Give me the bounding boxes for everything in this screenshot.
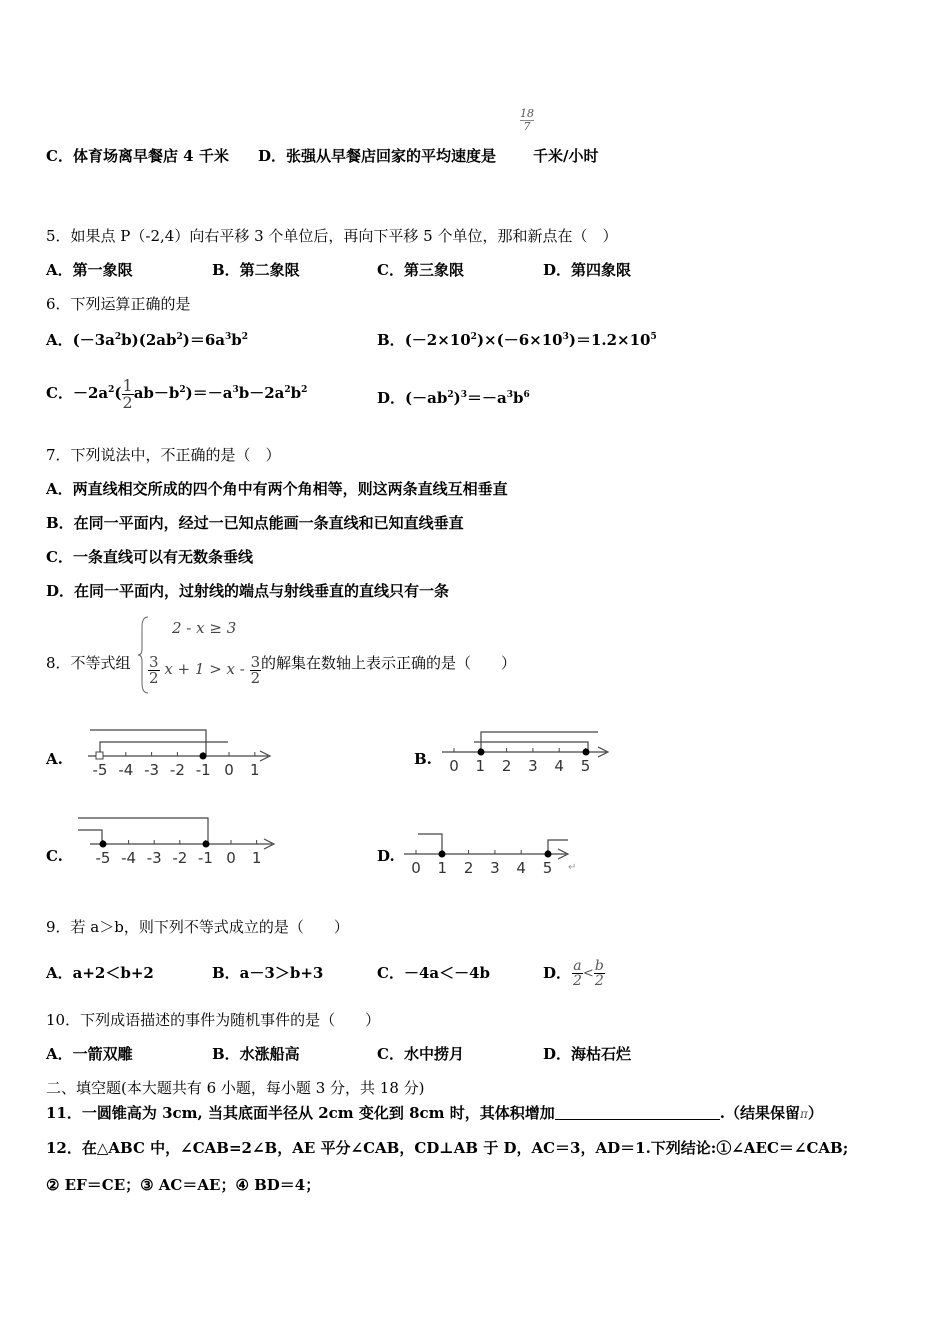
q5-stem: 5．如果点 P（-2,4）向右平移 3 个单位后，再向下平移 5 个单位，那和新点在（ ） bbox=[46, 227, 618, 245]
q8-line2 bbox=[148, 646, 261, 692]
q5-option-b: B．第二象限 bbox=[212, 261, 300, 279]
q6-option-a-label: A． bbox=[46, 331, 73, 349]
q9-frac-a bbox=[572, 959, 583, 988]
tick-label: 1 bbox=[475, 757, 486, 775]
closed-point-neg5 bbox=[100, 841, 107, 848]
option-d-top: D．张强从早餐店回家的平均速度是 bbox=[258, 147, 497, 165]
tick-label: 3 bbox=[528, 757, 538, 775]
q6-option-a: A．$(-3a^2b)(2ab^2)=6a^3b^2$ bbox=[46, 331, 249, 349]
tick-label: -5 bbox=[95, 849, 111, 867]
numberline-b bbox=[438, 722, 618, 782]
speed-fraction bbox=[520, 108, 534, 133]
q6-option-d-label: D． bbox=[377, 389, 406, 407]
q11-stem: 11．一圆锥高为 3cm, 当其底面半径从 2cm 变化到 8cm 时，其体积增加 bbox=[46, 1104, 555, 1122]
q10-option-b: B．水涨船高 bbox=[212, 1045, 300, 1063]
q10-option-c: C．水中捞月 bbox=[377, 1045, 464, 1063]
q7-option-c: C．一条直线可以有无数条垂线 bbox=[46, 548, 253, 566]
svg-text:↵: ↵ bbox=[568, 862, 577, 873]
q8-frac2 bbox=[250, 652, 262, 687]
q6-option-c: C．$-2a^2$( $\frac{1}{2}$ $ab-b^2)=-a^3b-2a^2b^2$ bbox=[46, 375, 308, 412]
q9-option-a: A．a+2＜b+2 bbox=[46, 964, 154, 982]
speed-fraction-den: 7 bbox=[520, 120, 534, 133]
tick-label: -2 bbox=[172, 849, 188, 867]
tick-label: 0 bbox=[449, 757, 459, 775]
q8-suffix: 的解集在数轴上表示正确的是（ ） bbox=[261, 654, 517, 672]
tick-label: -3 bbox=[144, 761, 160, 779]
q6-c-fraction bbox=[122, 375, 134, 412]
q5-option-a: A．第一象限 bbox=[46, 261, 133, 279]
q9-option-b: B．a－3＞b+3 bbox=[212, 964, 324, 982]
tick-label: -2 bbox=[169, 761, 185, 779]
q6-c-frac-den: 2 bbox=[122, 392, 133, 412]
q6-c-frac-num: 1 bbox=[122, 375, 133, 395]
tick-label: 1 bbox=[251, 849, 262, 867]
q8-frac2-num: 3 bbox=[250, 652, 261, 671]
q9-frac-a-den: 2 bbox=[573, 972, 582, 989]
q6-option-d: D．$(-ab^2)^3=-a^3b^6$ bbox=[377, 389, 530, 407]
section-heading: 二、填空题(本大题共有 6 小题，每小题 3 分，共 18 分) bbox=[46, 1079, 425, 1097]
option-d-unit: 千米/小时 bbox=[533, 147, 599, 165]
q8-frac2-den: 2 bbox=[250, 668, 261, 687]
tick-label: -5 bbox=[92, 761, 108, 779]
q12-line2: ② EF＝CE；③ AC＝AE；④ BD＝4； bbox=[46, 1176, 321, 1194]
q6-option-b-label: B． bbox=[377, 331, 405, 349]
q11-close: ） bbox=[807, 1104, 823, 1122]
q8-option-a-label[interactable]: A. bbox=[46, 750, 63, 768]
tick-label: 0 bbox=[224, 761, 234, 779]
q11 bbox=[46, 1103, 823, 1124]
q10-stem: 10．下列成语描述的事件为随机事件的是（ ） bbox=[46, 1011, 381, 1029]
tick-label: 4 bbox=[516, 859, 526, 877]
q7-stem: 7．下列说法中，不正确的是（ ） bbox=[46, 446, 281, 464]
tick-label: 4 bbox=[554, 757, 564, 775]
tick-label: -1 bbox=[197, 849, 213, 867]
q10-option-d: D．海枯石烂 bbox=[543, 1045, 632, 1063]
numberline-d bbox=[400, 822, 590, 882]
tick-label: 0 bbox=[411, 859, 421, 877]
tick-label: 1 bbox=[250, 761, 260, 779]
option-c-top: C．体育场离早餐店 4 千米 bbox=[46, 147, 229, 165]
q8-frac1 bbox=[148, 652, 160, 687]
q8-line1: 2 - x ≥ 3 bbox=[172, 619, 237, 637]
q9-option-d-label: D． bbox=[543, 964, 572, 982]
q9-frac-b-num: b bbox=[594, 957, 604, 974]
q6-stem: 6．下列运算正确的是 bbox=[46, 295, 191, 313]
q8-option-b-label[interactable]: B. bbox=[414, 750, 432, 768]
q9-frac-a-num: a bbox=[573, 957, 582, 974]
q5-option-c: C．第三象限 bbox=[377, 261, 464, 279]
tick-label: -4 bbox=[121, 849, 137, 867]
q8-option-c-label[interactable]: C. bbox=[46, 847, 63, 865]
q7-option-d: D．在同一平面内，过射线的端点与射线垂直的直线只有一条 bbox=[46, 582, 450, 600]
tick-label: 5 bbox=[580, 757, 591, 775]
numberline-c bbox=[72, 812, 282, 872]
closed-point-1 bbox=[478, 749, 485, 756]
q9-option-d-expr bbox=[572, 952, 605, 994]
closed-point-neg1 bbox=[203, 841, 210, 848]
q9-frac-b-den: 2 bbox=[594, 972, 604, 989]
q11-tail: .（结果保留 bbox=[719, 1104, 800, 1122]
tick-label: -1 bbox=[195, 761, 211, 779]
q8-frac1-num: 3 bbox=[149, 652, 159, 671]
q8-mid: x + 1 > x - bbox=[164, 660, 245, 678]
pi-symbol: π bbox=[800, 1107, 808, 1121]
q7-option-b: B．在同一平面内，经过一已知点能画一条直线和已知直线垂直 bbox=[46, 514, 464, 532]
q7-option-a: A．两直线相交所成的四个角中有两个角相等，则这两条直线互相垂直 bbox=[46, 480, 508, 498]
tick-label: 2 bbox=[501, 757, 512, 775]
q5-option-d: D．第四象限 bbox=[543, 261, 632, 279]
closed-point-5 bbox=[583, 749, 590, 756]
q9-frac-b bbox=[594, 959, 605, 988]
tick-label: 2 bbox=[463, 859, 474, 877]
q6-option-c-label: C． bbox=[46, 384, 73, 402]
q6-option-b: B．$(-2\times 10^2)\times(-6\times 10^3)=1.2\times 10^5$ bbox=[377, 331, 657, 349]
q12-line1: 12．在△ABC 中，∠CAB=2∠B，AE 平分∠CAB，CD⊥AB 于 D，AC＝3，AD＝1.下列结论:①∠AEC＝∠CAB; bbox=[46, 1139, 849, 1157]
answer-blank[interactable] bbox=[555, 1105, 720, 1120]
numberline-a bbox=[80, 722, 280, 782]
q9-option-c: C．－4a＜－4b bbox=[377, 964, 491, 982]
tick-label: 0 bbox=[226, 849, 236, 867]
closed-point-5 bbox=[545, 851, 552, 858]
open-point bbox=[96, 752, 103, 759]
q9-op: < bbox=[582, 966, 594, 981]
q9-stem: 9．若 a＞b，则下列不等式成立的是（ ） bbox=[46, 918, 349, 936]
tick-label: -4 bbox=[118, 761, 134, 779]
closed-point-1 bbox=[439, 851, 446, 858]
q8-frac1-den: 2 bbox=[149, 668, 159, 687]
q8-prefix: 8．不等式组 bbox=[46, 654, 131, 672]
q10-option-a: A．一箭双雕 bbox=[46, 1045, 133, 1063]
tick-label: -3 bbox=[146, 849, 162, 867]
speed-fraction-num: 18 bbox=[520, 107, 534, 120]
tick-label: 1 bbox=[437, 859, 448, 877]
q8-option-d-label[interactable]: D. bbox=[377, 847, 395, 865]
tick-label: 3 bbox=[490, 859, 500, 877]
closed-point bbox=[200, 753, 207, 760]
tick-label: 5 bbox=[542, 859, 553, 877]
